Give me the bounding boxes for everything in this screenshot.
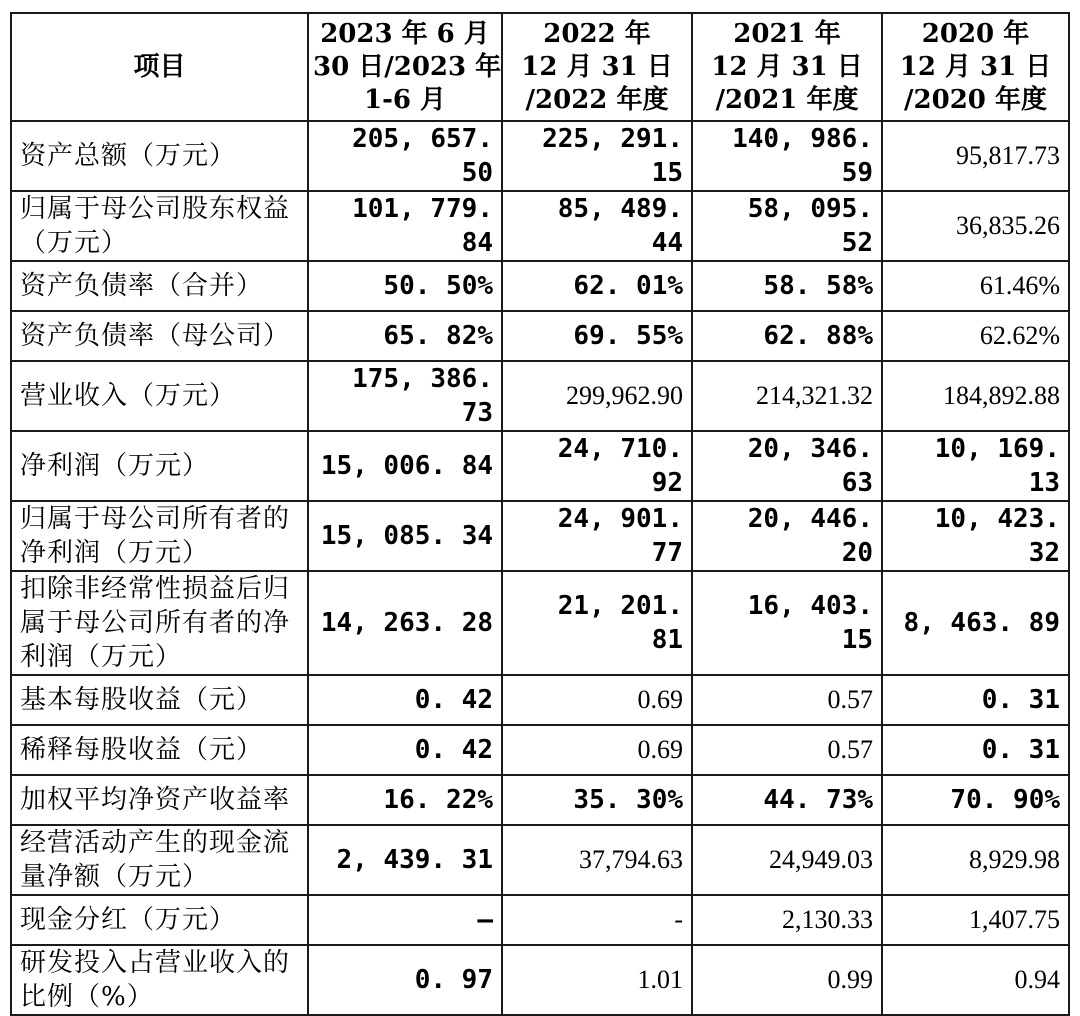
header-row: [11, 13, 1069, 121]
table-row: [11, 261, 1069, 311]
header-2022: 2022 年 12 月 31 日 /2022 年度: [502, 13, 692, 121]
value-2021: 58. 58%: [692, 261, 882, 311]
value-2020: 61.46%: [882, 261, 1069, 311]
row-label: 基本每股收益（元）: [11, 675, 308, 725]
value-2021: 140, 986. 59: [692, 121, 882, 191]
value-2020: 8,929.98: [882, 825, 1069, 895]
row-label: 净利润（万元）: [11, 431, 308, 501]
value-2022: 85, 489. 44: [502, 191, 692, 261]
header-item: 项目: [11, 13, 308, 121]
value-2022: 0.69: [502, 675, 692, 725]
value-2021: 44. 73%: [692, 775, 882, 825]
value-2023-h1: 205, 657. 50: [308, 121, 502, 191]
value-2023-h1: 0. 42: [308, 675, 502, 725]
value-2020: 62.62%: [882, 311, 1069, 361]
value-2022: 37,794.63: [502, 825, 692, 895]
value-2021: 62. 88%: [692, 311, 882, 361]
value-2021: 16, 403. 15: [692, 571, 882, 675]
row-label: 资产负债率（合并）: [11, 261, 308, 311]
value-2023-h1: 16. 22%: [308, 775, 502, 825]
value-2020: 0. 31: [882, 675, 1069, 725]
table-body: [11, 121, 1069, 1015]
value-2022: -: [502, 895, 692, 945]
value-2022: 69. 55%: [502, 311, 692, 361]
row-label: 归属于母公司股东权益（万元）: [11, 191, 308, 261]
table-row: [11, 945, 1069, 1015]
table-row: [11, 571, 1069, 675]
value-2020: 70. 90%: [882, 775, 1069, 825]
value-2023-h1: 101, 779. 84: [308, 191, 502, 261]
value-2022: 225, 291. 15: [502, 121, 692, 191]
table-row: [11, 431, 1069, 501]
value-2020: 95,817.73: [882, 121, 1069, 191]
table-row: [11, 725, 1069, 775]
row-label: 现金分红（万元）: [11, 895, 308, 945]
value-2023-h1: 65. 82%: [308, 311, 502, 361]
table-row: [11, 311, 1069, 361]
value-2021: 0.99: [692, 945, 882, 1015]
table-row: [11, 775, 1069, 825]
row-label: 加权平均净资产收益率: [11, 775, 308, 825]
table-row: [11, 191, 1069, 261]
table-row: [11, 825, 1069, 895]
row-label: 稀释每股收益（元）: [11, 725, 308, 775]
row-label: 研发投入占营业收入的比例（%）: [11, 945, 308, 1015]
value-2021: 0.57: [692, 675, 882, 725]
value-2023-h1: 15, 006. 84: [308, 431, 502, 501]
value-2022: 24, 901. 77: [502, 501, 692, 571]
value-2022: 24, 710. 92: [502, 431, 692, 501]
value-2022: 62. 01%: [502, 261, 692, 311]
table-row: [11, 675, 1069, 725]
value-2020: 0. 31: [882, 725, 1069, 775]
value-2021: 0.57: [692, 725, 882, 775]
value-2023-h1: –: [308, 895, 502, 945]
value-2023-h1: 15, 085. 34: [308, 501, 502, 571]
value-2020: 10, 423. 32: [882, 501, 1069, 571]
value-2022: 1.01: [502, 945, 692, 1015]
value-2020: 36,835.26: [882, 191, 1069, 261]
value-2022: 35. 30%: [502, 775, 692, 825]
value-2023-h1: 0. 97: [308, 945, 502, 1015]
table-row: [11, 361, 1069, 431]
row-label: 资产总额（万元）: [11, 121, 308, 191]
table-row: [11, 121, 1069, 191]
value-2020: 1,407.75: [882, 895, 1069, 945]
value-2021: 2,130.33: [692, 895, 882, 945]
value-2023-h1: 175, 386. 73: [308, 361, 502, 431]
header-2023-h1: 2023 年 6 月 30 日/2023 年 1-6 月: [308, 13, 502, 121]
value-2020: 8, 463. 89: [882, 571, 1069, 675]
value-2023-h1: 2, 439. 31: [308, 825, 502, 895]
header-2020: 2020 年 12 月 31 日 /2020 年度: [882, 13, 1069, 121]
value-2021: 58, 095. 52: [692, 191, 882, 261]
value-2022: 299,962.90: [502, 361, 692, 431]
value-2023-h1: 0. 42: [308, 725, 502, 775]
value-2020: 0.94: [882, 945, 1069, 1015]
value-2023-h1: 14, 263. 28: [308, 571, 502, 675]
value-2023-h1: 50. 50%: [308, 261, 502, 311]
value-2021: 24,949.03: [692, 825, 882, 895]
row-label: 营业收入（万元）: [11, 361, 308, 431]
financial-data-table: [10, 12, 1070, 1016]
table-row: [11, 501, 1069, 571]
table-row: [11, 895, 1069, 945]
row-label: 扣除非经常性损益后归属于母公司所有者的净利润（万元）: [11, 571, 308, 675]
value-2020: 10, 169. 13: [882, 431, 1069, 501]
value-2022: 0.69: [502, 725, 692, 775]
row-label: 归属于母公司所有者的净利润（万元）: [11, 501, 308, 571]
value-2021: 20, 346. 63: [692, 431, 882, 501]
value-2020: 184,892.88: [882, 361, 1069, 431]
value-2021: 20, 446. 20: [692, 501, 882, 571]
row-label: 资产负债率（母公司）: [11, 311, 308, 361]
value-2022: 21, 201. 81: [502, 571, 692, 675]
value-2021: 214,321.32: [692, 361, 882, 431]
header-2021: 2021 年 12 月 31 日 /2021 年度: [692, 13, 882, 121]
row-label: 经营活动产生的现金流量净额（万元）: [11, 825, 308, 895]
